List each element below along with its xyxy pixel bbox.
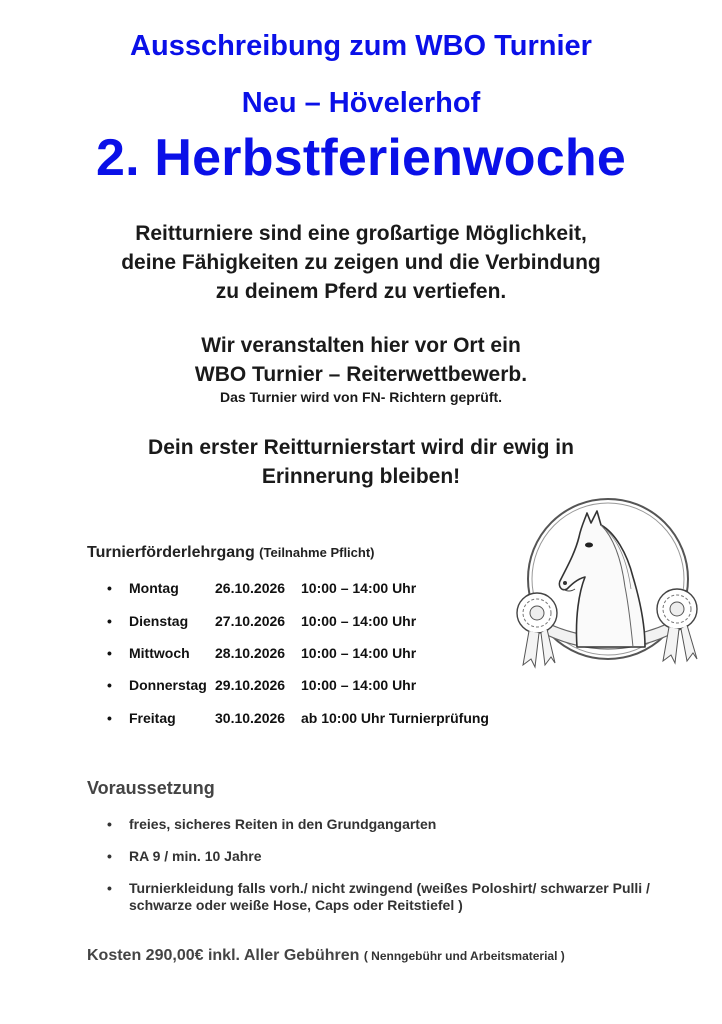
memory-paragraph [0,433,722,491]
course-heading-note: (Teilnahme Pflicht) [259,545,375,560]
cost-note: ( Nenngebühr und Arbeitsmaterial ) [363,949,565,963]
title-line-1: Ausschreibung zum WBO Turnier [130,30,592,62]
intro-paragraph [0,219,722,306]
schedule-time: ab 10:00 Uhr Turnierprüfung [301,710,489,726]
title-line-3: 2. Herbstferienwoche [96,129,626,187]
requirements-list [87,816,687,916]
intro-line: zu deinem Pferd zu vertiefen. [215,280,507,303]
event-note: Das Turnier wird von FN- Richtern geprüft. [219,389,503,405]
schedule-date: 30.10.2026 [215,710,286,726]
cost-text: Kosten 290,00€ inkl. Aller Gebühren [87,947,360,964]
schedule-date: 29.10.2026 [215,677,286,693]
schedule-day: Freitag [129,710,176,726]
schedule-time: 10:00 – 14:00 Uhr [301,645,417,661]
bullet-icon: • [107,613,112,629]
cost-line [87,947,565,965]
event-line: Wir veranstalten hier vor Ort ein [201,334,521,357]
title-line-2: Neu – Hövelerhof [241,87,481,119]
requirements-heading: Voraussetzung [87,778,215,798]
schedule-time: 10:00 – 14:00 Uhr [301,677,417,693]
schedule-day: Donnerstag [129,677,207,693]
requirement-text: RA 9 / min. 10 Jahre [129,848,262,864]
requirement-text: Turnierkleidung falls vorh./ nicht zwingend (weißes Poloshirt/ schwarzer Pulli / schwarze oder weiße Hose, Caps oder Reitstiefel ) [129,880,650,913]
bullet-icon: • [107,848,112,864]
bullet-icon: • [107,580,112,596]
schedule-day: Montag [129,580,179,596]
memory-line: Erinnerung bleiben! [261,465,461,488]
schedule-time: 10:00 – 14:00 Uhr [301,613,417,629]
schedule-day: Dienstag [129,613,189,629]
bullet-icon: • [107,677,112,693]
intro-line: Reitturniere sind eine großartige Möglichkeit, [135,222,587,245]
intro-line: deine Fähigkeiten zu zeigen und die Verbindung [121,251,601,274]
bullet-icon: • [107,645,112,661]
course-heading-text: Turnierförderlehrgang [87,544,255,561]
schedule-date: 28.10.2026 [215,645,286,661]
bullet-icon: • [107,710,112,726]
schedule-date: 27.10.2026 [215,613,286,629]
requirement-text: freies, sicheres Reiten in den Grundgangarten [129,816,437,832]
bullet-icon: • [107,880,112,896]
course-heading [87,544,375,562]
event-line: WBO Turnier – Reiterwettbewerb. [194,363,528,386]
schedule-day: Mittwoch [129,645,190,661]
event-paragraph [0,331,722,406]
course-schedule [87,580,647,730]
schedule-date: 26.10.2026 [215,580,286,596]
bullet-icon: • [107,816,112,832]
schedule-time: 10:00 – 14:00 Uhr [301,580,417,596]
memory-line: Dein erster Reitturnierstart wird dir ewig in [148,436,574,459]
